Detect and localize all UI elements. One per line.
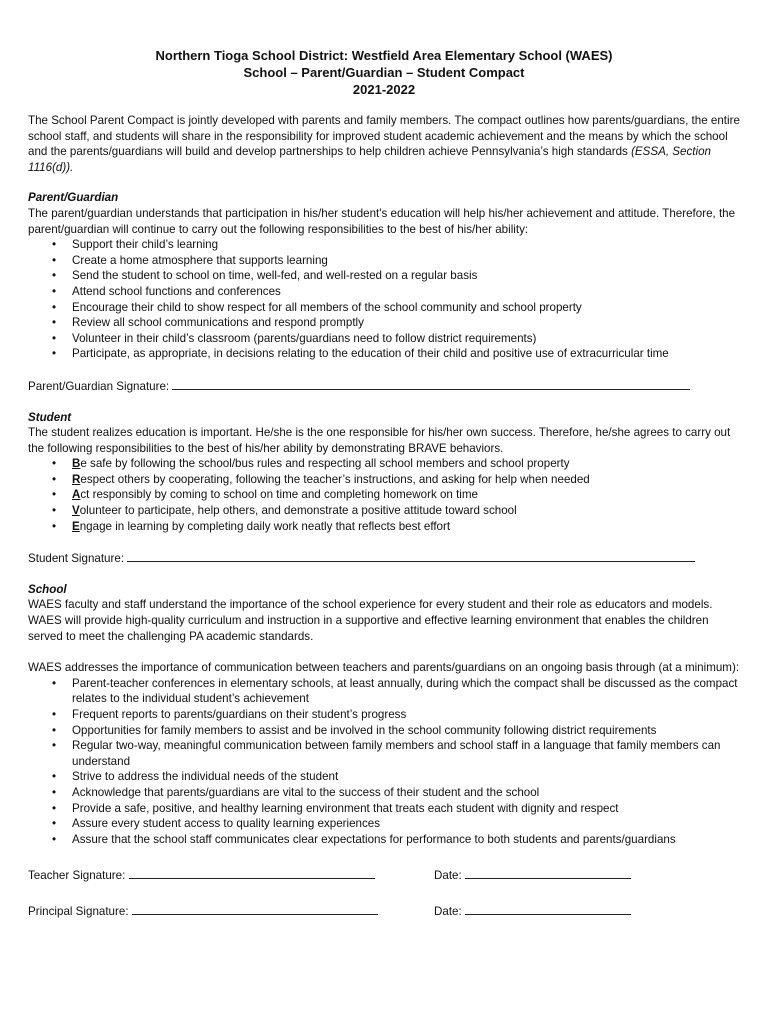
principal-signature-row: [28, 903, 740, 920]
student-brave-list: [28, 456, 740, 534]
list-item: • Strive to address the individual needs of the student: [72, 769, 740, 785]
student-signature-line[interactable]: [127, 550, 695, 562]
document-title: [28, 47, 740, 98]
compact-document: [28, 47, 740, 920]
parent-signature-label: Parent/Guardian Signature:: [28, 379, 170, 393]
teacher-signature-line[interactable]: [129, 867, 375, 879]
list-item: • Review all school communications and respond promptly: [72, 315, 740, 331]
parent-responsibilities-list: [28, 237, 740, 362]
student-signature-row: [28, 550, 740, 567]
brave-letter: A: [72, 488, 81, 502]
list-item: • Create a home atmosphere that supports learning: [72, 253, 740, 269]
parent-paragraph: The parent/guardian understands that participation in his/her student's education will help his/her achievement and attitude. Therefore, the parent/guardian will continue to carry out the following responsibilities to the best of his/her ability:: [28, 206, 736, 236]
title-line-district: Northern Tioga School District: Westfield Area Elementary School (WAES): [155, 48, 613, 63]
brave-text: espect others by cooperating, following the teacher’s instructions, and asking for help when needed: [80, 472, 590, 486]
teacher-signature-label: Teacher Signature:: [28, 869, 126, 883]
communication-paragraph: WAES addresses the importance of communication between teachers and parents/guardians on an ongoing basis through (at a minimum):: [28, 661, 740, 675]
list-item: • Assure every student access to quality learning experiences: [72, 816, 740, 832]
list-item: • Support their child’s learning: [72, 237, 740, 253]
list-item: • Acknowledge that parents/guardians are vital to the success of their student and the school: [72, 785, 740, 801]
principal-signature-label: Principal Signature:: [28, 904, 129, 918]
list-item: • Send the student to school on time, well-fed, and well-rested on a regular basis: [72, 268, 740, 284]
school-heading: School: [28, 582, 67, 596]
list-item: [72, 519, 740, 535]
brave-letter: V: [72, 504, 80, 518]
brave-letter: B: [72, 457, 81, 471]
school-paragraph: WAES faculty and staff understand the importance of the school experience for every student and their role as educators and models. WAES will provide high-quality curriculum and instruction in a supportive and effective learning environment that enables the children served to meet the challenging PA academic standards.: [28, 598, 713, 643]
teacher-date-label: Date:: [434, 869, 462, 883]
list-item: • Regular two-way, meaningful communication between family members and school staff in a language that family members can understand: [72, 738, 740, 769]
teacher-date-line[interactable]: [465, 867, 631, 879]
brave-text: olunteer to participate, help others, and demonstrate a positive attitude toward school: [79, 504, 517, 518]
intro-citation: (ESSA, Section 1116(d)).: [28, 145, 711, 174]
list-item: • Volunteer in their child’s classroom (parents/guardians need to follow district requirements): [72, 331, 740, 347]
parent-signature-row: [28, 378, 740, 395]
teacher-signature-row: [28, 867, 740, 884]
student-heading: Student: [28, 410, 72, 424]
list-item: [72, 487, 740, 503]
title-line-year: 2021-2022: [352, 82, 416, 97]
list-item: • Encourage their child to show respect for all members of the school community and school property: [72, 300, 740, 316]
principal-date-line[interactable]: [465, 903, 631, 915]
list-item: [72, 472, 740, 488]
brave-letter: R: [72, 472, 81, 486]
intro-paragraph: [28, 113, 740, 175]
brave-letter: E: [72, 519, 80, 533]
list-item: [72, 503, 740, 519]
list-item: • Participate, as appropriate, in decisions relating to the education of their child and positive use of extracurricular time: [72, 346, 740, 362]
parent-heading: Parent/Guardian: [28, 191, 119, 205]
brave-text: e safe by following the school/bus rules and respecting all school members and school property: [80, 457, 570, 471]
principal-date-label: Date:: [434, 904, 462, 918]
list-item: [72, 456, 740, 472]
school-responsibilities-list: [28, 676, 740, 848]
student-signature-label: Student Signature:: [28, 552, 125, 566]
brave-text: ngage in learning by completing daily work neatly that reflects best effort: [79, 519, 451, 533]
list-item: • Frequent reports to parents/guardians on their student’s progress: [72, 707, 740, 723]
parent-signature-line[interactable]: [172, 378, 690, 390]
list-item: • Attend school functions and conferences: [72, 284, 740, 300]
title-line-compact: School – Parent/Guardian – Student Compact: [243, 65, 525, 80]
principal-signature-line[interactable]: [132, 903, 378, 915]
list-item: • Provide a safe, positive, and healthy learning environment that treats each student with dignity and respect: [72, 801, 740, 817]
student-paragraph: The student realizes education is important. He/she is the one responsible for his/her own success. Therefore, he/she agrees to carry out the following responsibilities to the best of his/her ability by demonstrating BRAVE behaviors.: [28, 426, 731, 455]
intro-text: The School Parent Compact is jointly developed with parents and family members. The compact outlines how parents/guardians, the entire school staff, and students will share in the responsibility for improved student academic achievement and the means by which the school and the parents/guardians will build and develop partnerships to help children achieve Pennsylvania’s high standards: [28, 114, 740, 159]
list-item: • Opportunities for family members to assist and be involved in the school community following district requirements: [72, 723, 740, 739]
brave-text: ct responsibly by coming to school on time and completing homework on time: [80, 488, 478, 502]
list-item: • Parent-teacher conferences in elementary schools, at least annually, during which the compact shall be discussed as the compact relates to the individual student’s achievement: [72, 676, 740, 707]
list-item: • Assure that the school staff communicates clear expectations for performance to both students and parents/guardians: [72, 832, 740, 848]
